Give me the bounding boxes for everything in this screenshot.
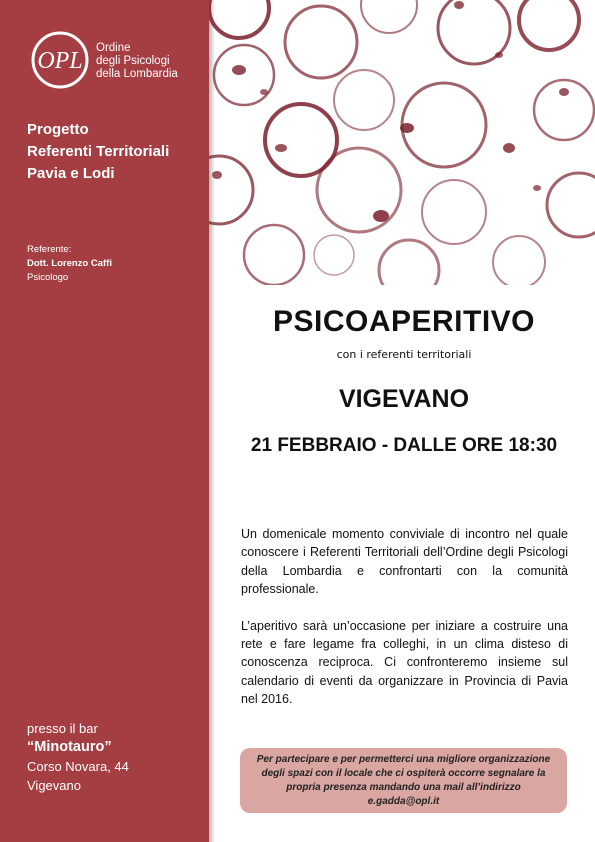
referent-role: Psicologo	[27, 272, 69, 283]
opl-logo	[30, 30, 205, 90]
description-paragraph: L’aperitivo sarà un’occasione per iniziare a costruire una rete e fare legame fra colleghi, in un clima disteso di conoscenza reciproca. Ci confronteremo insieme sul calendario di eventi da organizzare in Provincia di Pavia nel 2016.	[241, 618, 568, 707]
logo-text	[96, 42, 178, 81]
logo-line: della Lombardia	[96, 68, 178, 80]
referent-name: Dott. Lorenzo Caffi	[27, 258, 112, 269]
referent-info	[27, 243, 112, 285]
venue-city: Vigevano	[27, 778, 81, 793]
referent-label: Referente:	[27, 244, 72, 255]
project-line: Progetto	[27, 121, 89, 138]
project-line: Referenti Territoriali	[27, 143, 170, 160]
sidebar	[0, 0, 209, 842]
project-title	[27, 119, 169, 185]
event-date: 21 FEBBRAIO - DALLE ORE 18:30	[250, 435, 558, 456]
event-description	[241, 525, 568, 727]
venue-intro: presso il bar	[27, 721, 98, 736]
venue-info	[27, 719, 129, 795]
event-subtitle: con i referenti territoriali	[336, 348, 472, 361]
logo-line: Ordine	[96, 42, 131, 54]
project-line: Pavia e Lodi	[27, 165, 115, 182]
venue-name: “Minotauro”	[27, 739, 112, 755]
event-title: PSICOAPERITIVO	[272, 305, 536, 338]
wine-ring-stains	[209, 0, 595, 285]
opl-logo-icon	[30, 30, 90, 90]
venue-address: Corso Novara, 44	[27, 759, 129, 774]
registration-notice: Per partecipare e per permetterci una migliore organizzazione degli spazi con il locale che ci ospiterà occorre segnalare la propria presenza mandando una mail all’indirizzo e.gadda@opl.it	[240, 748, 567, 813]
event-city: VIGEVANO	[338, 385, 470, 413]
description-paragraph: Un domenicale momento conviviale di incontro nel quale conoscere i Referenti Territoriali dell’Ordine degli Psicologi della Lombardia e confrontarti con la comunità professionale.	[241, 527, 568, 597]
logo-line: degli Psicologi	[96, 55, 170, 67]
svg-text:OPL: OPL	[37, 48, 83, 74]
